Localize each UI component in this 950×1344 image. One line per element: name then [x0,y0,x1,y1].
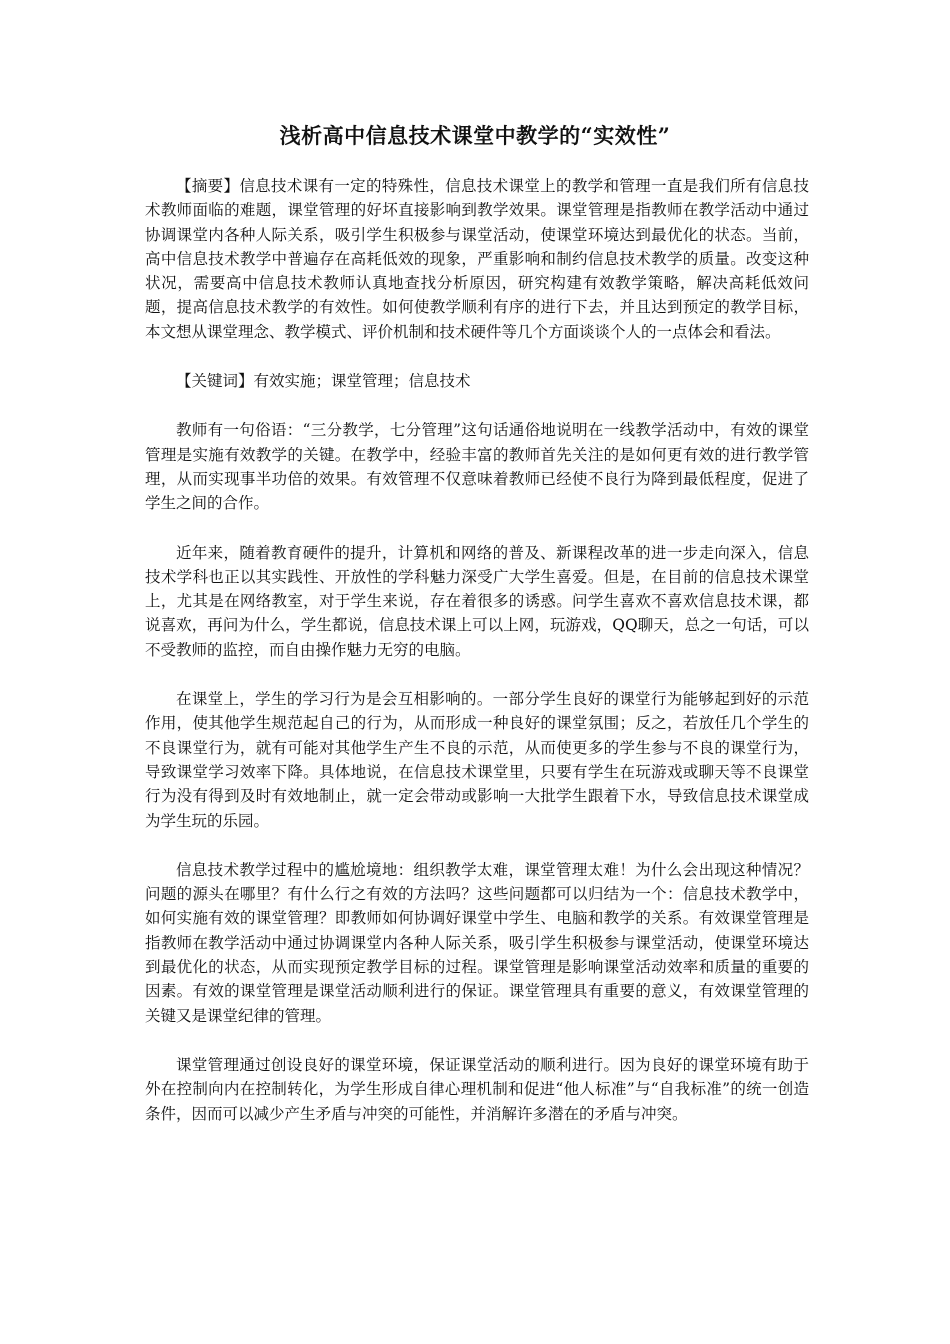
body-paragraph: 教师有一句俗语：“三分教学，七分管理”这句话通俗地说明在一线教学活动中，有效的课堂管理是实施有效教学的关键。在教学中，经验丰富的教师首先关注的是如何更有效的进行教学管理，从而实现事半功倍的效果。有效管理不仅意味着教师已经使不良行为降到最低程度，促进了学生之间的合作。 [145,421,809,513]
body-paragraph: 在课堂上，学生的学习行为是会互相影响的。一部分学生良好的课堂行为能够起到好的示范作用，使其他学生规范起自己的行为，从而形成一种良好的课堂氛围；反之，若放任几个学生的不良课堂行为，就有可能对其他学生产生不良的示范，从而使更多的学生参与不良的课堂行为，导致课堂学习效率下降。具体地说，在信息技术课堂里，只要有学生在玩游戏或聊天等不良课堂行为没有得到及时有效地制止，就一定会带动或影响一大批学生跟着下水，导致信息技术课堂成为学生玩的乐园。 [145,690,809,830]
abstract-paragraph: 【摘要】信息技术课有一定的特殊性，信息技术课堂上的教学和管理一直是我们所有信息技术教师面临的难题，课堂管理的好坏直接影响到教学效果。课堂管理是指教师在教学活动中通过协调课堂内各种人际关系，吸引学生积极参与课堂活动，使课堂环境达到最优化的状态。当前，高中信息技术教学中普遍存在高耗低效的现象，严重影响和制约信息技术教学的质量。改变这种状况，需要高中信息技术教师认真地查找分析原因，研究构建有效教学策略，解决高耗低效问题，提高信息技术教学的有效性。如何使教学顺利有序的进行下去，并且达到预定的教学目标，本文想从课堂理念、教学模式、评价机制和技术硬件等几个方面谈谈个人的一点体会和看法。 [145,177,809,341]
keywords-paragraph: 【关键词】有效实施；课堂管理；信息技术 [176,372,471,391]
body-paragraph: 信息技术教学过程中的尴尬境地：组织教学太难，课堂管理太难！为什么会出现这种情况？问题的源头在哪里？有什么行之有效的方法吗？这些问题都可以归结为一个：信息技术教学中，如何实施有效的课堂管理？即教师如何协调好课堂中学生、电脑和教学的关系。有效课堂管理是指教师在教学活动中通过协调课堂内各种人际关系，吸引学生积极参与课堂活动，使课堂环境达到最优化的状态，从而实现预定教学目标的过程。课堂管理是影响课堂活动效率和质量的重要的因素。有效的课堂管理是课堂活动顺利进行的保证。课堂管理具有重要的意义，有效课堂管理的关键又是课堂纪律的管理。 [145,860,809,1025]
body-paragraph: 课堂管理通过创设良好的课堂环境，保证课堂活动的顺利进行。因为良好的课堂环境有助于外在控制向内在控制转化，为学生形成自律心理机制和促进“他人标准”与“自我标准”的统一创造条件，因而可以减少产生矛盾与冲突的可能性，并消解许多潜在的矛盾与冲突。 [145,1055,809,1123]
document-title: 浅析高中信息技术课堂中教学的“实效性” [279,123,671,148]
document-body [145,174,809,1151]
body-paragraph: 近年来，随着教育硬件的提升，计算机和网络的普及、新课程改革的进一步走向深入，信息技术学科也正以其实践性、开放性的学科魅力深受广大学生喜爱。但是，在目前的信息技术课堂上，尤其是在网络教室，对于学生来说，存在着很多的诱惑。问学生喜欢不喜欢信息技术课，都说喜欢，再问为什么，学生都说，信息技术课上可以上网，玩游戏，QQ聊天，总之一句话，可以不受教师的监控，而自由操作魅力无穷的电脑。 [145,543,809,659]
